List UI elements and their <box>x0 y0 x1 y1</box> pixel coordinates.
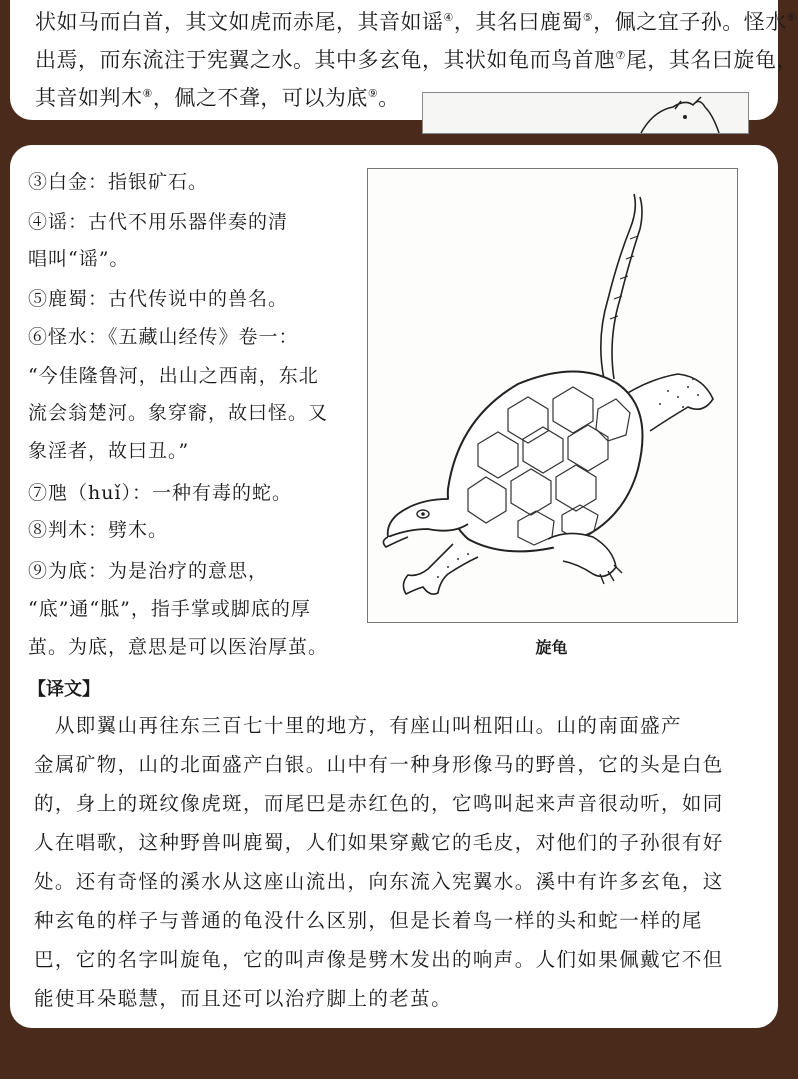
figure-caption: 旋龟 <box>535 638 568 657</box>
footnote-marker: ⑧ <box>142 87 153 100</box>
text-segment: 其音如判木 <box>35 86 143 110</box>
footnote-marker: ⑨ <box>367 87 379 100</box>
footnote-marker: ⑦ <box>615 49 626 62</box>
footnote-marker: ⑥ <box>786 11 798 24</box>
translation-line: 能使耳朵聪慧，而且还可以治疗脚上的老茧。 <box>34 987 453 1010</box>
text-segment: ，佩之宜子孙。怪水 <box>593 10 787 34</box>
footnote-6-continued: 流会翁楚河。象穿窬，故曰怪。又 <box>28 402 329 424</box>
footnote-6: ⑥怪水：《五藏山经传》卷一： <box>28 326 299 348</box>
translation-line: 种玄龟的样子与普通的龟没什么区别，但是长着鸟一样的头和蛇一样的尾 <box>34 909 703 932</box>
turtle-illustration-icon <box>368 169 737 622</box>
footnote-6-continued: “今佳隆鲁河，出山之西南，东北 <box>28 365 319 387</box>
translation-line: 从即翼山再往东三百七十里的地方，有座山叫杻阳山。山的南面盛产 <box>34 714 682 737</box>
footnote-marker: ④ <box>443 11 454 24</box>
translation-line: 处。还有奇怪的溪水从这座山流出，向东流入宪翼水。溪中有许多玄龟，这 <box>34 870 724 893</box>
footnote-9-continued: 茧。为底，意思是可以医治厚茧。 <box>28 636 329 658</box>
page-card <box>10 145 778 1028</box>
text-segment: ，其名曰鹿蜀 <box>453 10 583 34</box>
translation-line: 人在唱歌，这种野兽叫鹿蜀，人们如果穿戴它的毛皮，对他们的子孙很有好 <box>34 831 724 854</box>
previous-page-card <box>10 0 798 120</box>
footnote-marker: ⑤ <box>582 11 594 24</box>
translation-line: 金属矿物，山的北面盛产白银。山中有一种身形像马的野兽，它的头是白色 <box>34 753 724 776</box>
footnote-9: ⑨为底：为是治疗的意思， <box>28 560 269 582</box>
footnote-6-continued: 象淫者，故曰丑。” <box>28 440 190 462</box>
translation-heading: 【译文】 <box>28 679 100 700</box>
footnote-8: ⑧判木：劈木。 <box>28 519 169 541</box>
footnote-3: ③白金：指银矿石。 <box>28 171 209 193</box>
footnote-4: ④谣：古代不用乐器伴奏的清 <box>28 211 289 233</box>
footnote-5: ⑤鹿蜀：古代传说中的兽名。 <box>28 288 289 310</box>
creature-head-sketch-icon <box>423 93 748 133</box>
text-segment: ，佩之不聋，可以为底 <box>152 86 368 110</box>
partial-illustration <box>422 92 749 134</box>
footnote-4-continued: 唱叫“谣”。 <box>28 248 130 270</box>
classical-text-line-3 <box>35 82 400 112</box>
xuangui-illustration <box>367 168 738 623</box>
footnote-7: ⑦虺（huǐ）：一种有毒的蛇。 <box>28 482 293 504</box>
translation-line: 的，身上的斑纹像虎斑，而尾巴是赤红色的，它鸣叫起来声音很动听，如同 <box>34 792 724 815</box>
translation-line: 巴，它的名字叫旋龟，它的叫声像是劈木发出的响声。人们如果佩戴它不但 <box>34 948 724 971</box>
text-segment: 状如马而白首，其文如虎而赤尾，其音如谣 <box>35 10 444 34</box>
footnote-9-continued: “底”通“胝”，指手掌或脚底的厚 <box>28 598 311 620</box>
text-segment: 。 <box>378 86 400 110</box>
classical-text-line-2 <box>35 44 798 74</box>
text-segment: 尾，其名曰旋龟， <box>625 48 798 72</box>
text-segment: 出焉，而东流注于宪翼之水。其中多玄龟，其状如龟而鸟首虺 <box>35 48 616 72</box>
classical-text-line-1 <box>35 6 797 36</box>
